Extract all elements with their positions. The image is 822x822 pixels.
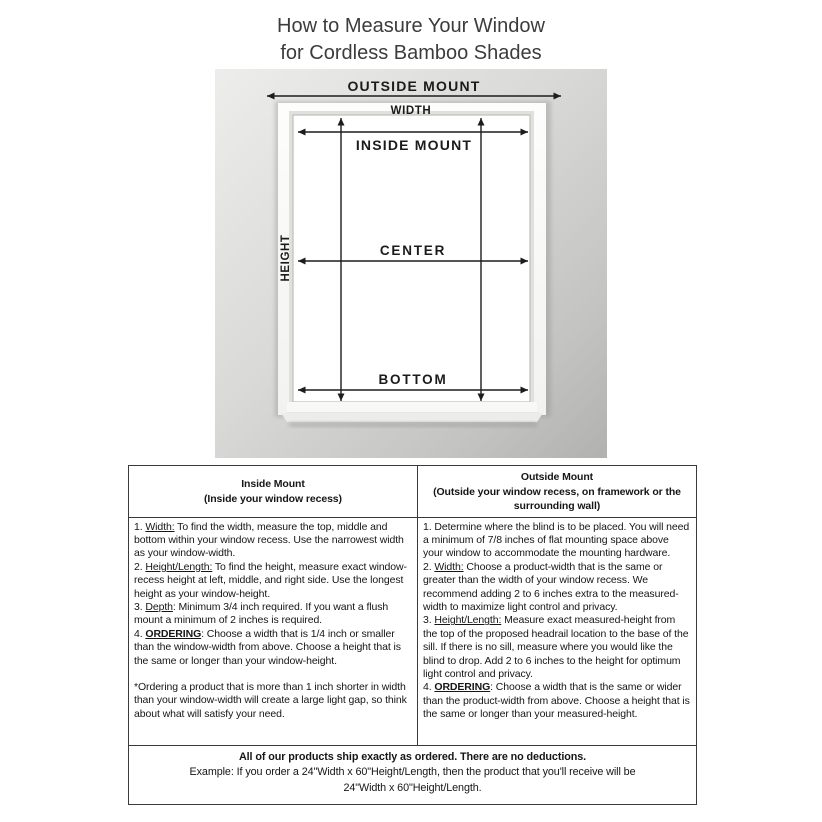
outside-item-2	[423, 561, 690, 615]
bottom-label: BOTTOM	[378, 372, 448, 387]
inside-mount-instructions	[129, 518, 418, 745]
item-number: 1.	[134, 520, 146, 533]
instructions-table	[128, 465, 697, 805]
item-number: 2.	[134, 560, 146, 573]
item-keyword: Depth	[145, 600, 173, 613]
title-line-1: How to Measure Your Window	[277, 15, 545, 37]
item-number: 3.	[134, 600, 146, 613]
outside-mount-title: Outside Mount	[520, 471, 594, 483]
item-text: To find the height, measure exact window-recess height at left, middle, and right side. Use the longest height as your window-height.	[134, 560, 407, 600]
inside-mount-label: INSIDE MOUNT	[355, 137, 473, 153]
inside-mount-title: Inside Mount	[241, 478, 305, 491]
sill-lip	[281, 413, 543, 422]
item-keyword: ORDERING	[434, 681, 491, 694]
item-number: 4.	[423, 681, 435, 694]
item-keyword: Width:	[145, 520, 175, 533]
height-label: HEIGHT	[280, 234, 292, 282]
light-gap-note: *Ordering a product that is more than 1 inch shorter in width than your window-width will create a large light gap, so think about what will satisfy your need.	[134, 680, 407, 720]
width-label: WIDTH	[390, 105, 432, 117]
item-keyword: Width:	[434, 560, 464, 573]
shipping-example-line-1: Example: If you order a 24"Width x 60"Height/Length, then the product that you'll receive will be	[189, 766, 636, 778]
window-recess	[293, 115, 530, 402]
item-text: : Minimum 3/4 inch required. If you want a flush mount a minimum of 2 inches is required.	[134, 600, 389, 627]
outside-mount-subtitle: (Outside your window recess, on framework or the surrounding wall)	[433, 485, 681, 512]
inside-item-4	[134, 628, 411, 668]
inside-item-2	[134, 561, 411, 601]
outside-mount-label: OUTSIDE MOUNT	[347, 78, 481, 94]
item-text: Measure exact measured-height from the top of the proposed headrail location to the base of the sill. If there is no sill, measure where you would like the blind to drop. Add 2 to 6 inches to the height for optimum light control and privacy.	[423, 614, 689, 680]
outside-item-3	[423, 614, 690, 681]
outside-mount-header	[418, 466, 696, 517]
page-title	[0, 0, 822, 67]
item-number: 1.	[423, 520, 435, 533]
inside-item-1	[134, 521, 411, 561]
center-label: CENTER	[379, 243, 447, 258]
inside-item-3	[134, 601, 411, 628]
shipping-note	[129, 746, 696, 805]
shipping-note-bold-line: All of our products ship exactly as ordered. There are no deductions.	[238, 750, 587, 763]
item-keyword: Height/Length:	[434, 614, 502, 627]
window-sill	[287, 402, 537, 413]
outside-item-4	[423, 681, 690, 721]
item-text: : Choose a width that is 1/4 inch or smaller than the window-width from above. Choose a height that is the same or longer than your window-height.	[134, 627, 401, 667]
outside-mount-instructions	[418, 518, 696, 745]
table-header-row	[129, 466, 696, 518]
item-text: To find the width, measure the top, middle and bottom within your window recess. Use the narrowest width as your window-width.	[134, 520, 404, 560]
item-text: Choose a product-width that is the same or greater than the width of your window recess. We recommend adding 2 to 6 inches extra to the measured-width to maximize light control and privacy.	[423, 560, 679, 613]
window-measure-diagram	[215, 69, 607, 458]
window-photo	[215, 69, 607, 458]
outside-item-1	[423, 521, 690, 561]
table-body-row	[129, 518, 696, 746]
item-keyword: ORDERING	[145, 627, 202, 640]
item-number: 2.	[423, 560, 435, 573]
title-line-2: for Cordless Bamboo Shades	[280, 42, 542, 64]
item-text: : Choose a width that is the same or wider than the product-width from above. Choose a height that is the same or longer than your measured-height.	[423, 681, 690, 721]
inside-mount-header	[129, 466, 418, 517]
item-keyword: Height/Length:	[145, 560, 213, 573]
shipping-example-line-2: 24"Width x 60"Height/Length.	[343, 781, 482, 794]
item-number: 3.	[423, 614, 435, 627]
sill-shadow	[289, 422, 537, 427]
item-number: 4.	[134, 627, 146, 640]
inside-mount-subtitle: (Inside your window recess)	[204, 492, 342, 505]
item-text: Determine where the blind is to be placed. You will need a minimum of 7/8 inches of flat mounting space above your window to accommodate the mounting hardware.	[423, 520, 690, 560]
